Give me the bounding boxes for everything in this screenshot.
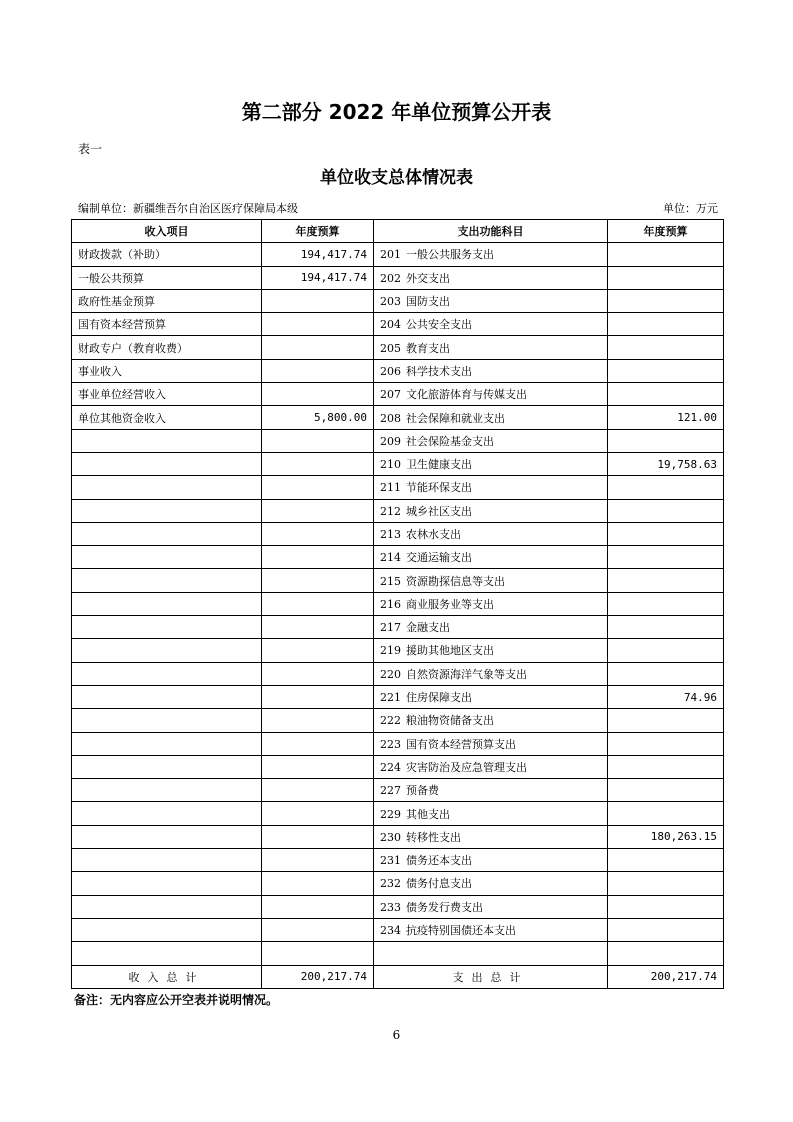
expense-name: 国防支出 <box>406 295 450 309</box>
table-row <box>72 243 724 266</box>
income-budget <box>262 779 374 802</box>
income-item <box>72 942 262 965</box>
table-row <box>72 569 724 592</box>
expense-item <box>374 429 608 452</box>
income-item: 一般公共预算 <box>72 266 262 289</box>
expense-name: 交通运输支出 <box>406 551 472 565</box>
income-item: 财政专户（教育收费） <box>72 336 262 359</box>
totals-row <box>72 965 724 988</box>
income-budget <box>262 383 374 406</box>
page-title: 第二部分 2022 年单位预算公开表 <box>241 100 552 124</box>
expense-code: 223 <box>380 737 401 751</box>
expense-code: 230 <box>380 830 401 844</box>
expense-name: 灾害防治及应急管理支出 <box>406 760 527 774</box>
income-item <box>72 476 262 499</box>
expense-total-label: 支出总计 <box>374 965 608 988</box>
expense-budget: 19,758.63 <box>608 452 724 475</box>
table-row <box>72 336 724 359</box>
income-budget <box>262 918 374 941</box>
income-budget <box>262 849 374 872</box>
income-item: 事业单位经营收入 <box>72 383 262 406</box>
expense-name: 转移性支出 <box>406 830 461 844</box>
table-row <box>72 685 724 708</box>
table-row <box>72 522 724 545</box>
expense-budget: 121.00 <box>608 406 724 429</box>
income-item <box>72 546 262 569</box>
income-budget <box>262 802 374 825</box>
income-budget <box>262 755 374 778</box>
expense-item <box>374 313 608 336</box>
expense-code: 209 <box>380 434 401 448</box>
table-row <box>72 359 724 382</box>
expense-name: 社会保险基金支出 <box>406 434 494 448</box>
income-item <box>72 616 262 639</box>
expense-budget <box>608 522 724 545</box>
footnote: 备注：无内容应公开空表并说明情况。 <box>74 993 279 1007</box>
table-row <box>72 592 724 615</box>
income-item: 政府性基金预算 <box>72 289 262 312</box>
income-budget <box>262 592 374 615</box>
expense-name: 资源勘探信息等支出 <box>406 574 505 588</box>
table-row <box>72 895 724 918</box>
expense-name: 公共安全支出 <box>406 318 472 332</box>
expense-item <box>374 452 608 475</box>
expense-budget <box>608 383 724 406</box>
expense-budget <box>608 359 724 382</box>
expense-budget <box>608 779 724 802</box>
expense-item <box>374 406 608 429</box>
income-budget <box>262 313 374 336</box>
header-income-item: 收入项目 <box>72 220 262 243</box>
income-item <box>72 429 262 452</box>
expense-budget <box>608 592 724 615</box>
income-budget <box>262 872 374 895</box>
expense-code: 232 <box>380 877 401 891</box>
table-row <box>72 872 724 895</box>
expense-name: 科学技术支出 <box>406 364 472 378</box>
table-row <box>72 732 724 755</box>
expense-code: 214 <box>380 551 401 565</box>
income-item <box>72 895 262 918</box>
expense-name: 城乡社区支出 <box>406 504 472 518</box>
expense-name: 卫生健康支出 <box>406 458 472 472</box>
expense-budget <box>608 476 724 499</box>
expense-item <box>374 685 608 708</box>
budget-table <box>71 219 724 989</box>
expense-item <box>374 755 608 778</box>
expense-code: 210 <box>380 458 401 472</box>
expense-item <box>374 569 608 592</box>
expense-item <box>374 266 608 289</box>
table-row <box>72 546 724 569</box>
page-number: 6 <box>392 1028 401 1042</box>
income-budget <box>262 289 374 312</box>
expense-budget <box>608 895 724 918</box>
expense-item <box>374 662 608 685</box>
expense-budget <box>608 942 724 965</box>
table-row <box>72 499 724 522</box>
income-item: 国有资本经营预算 <box>72 313 262 336</box>
expense-name: 一般公共服务支出 <box>406 248 494 262</box>
expense-budget <box>608 802 724 825</box>
expense-item <box>374 546 608 569</box>
expense-item <box>374 336 608 359</box>
income-budget <box>262 662 374 685</box>
expense-code: 211 <box>380 481 401 495</box>
table-row <box>72 452 724 475</box>
expense-code: 204 <box>380 318 401 332</box>
expense-name: 文化旅游体育与传媒支出 <box>406 388 527 402</box>
expense-name: 债务发行费支出 <box>406 900 483 914</box>
income-item <box>72 825 262 848</box>
header-expense-budget: 年度预算 <box>608 220 724 243</box>
expense-code: 229 <box>380 807 401 821</box>
expense-item <box>374 918 608 941</box>
income-budget <box>262 359 374 382</box>
expense-name: 债务还本支出 <box>406 854 472 868</box>
expense-item <box>374 289 608 312</box>
income-total-label: 收入总计 <box>72 965 262 988</box>
expense-budget <box>608 755 724 778</box>
expense-code: 212 <box>380 504 401 518</box>
income-item <box>72 569 262 592</box>
table-row <box>72 942 724 965</box>
table-row <box>72 616 724 639</box>
expense-budget <box>608 289 724 312</box>
expense-item <box>374 243 608 266</box>
income-item <box>72 452 262 475</box>
income-budget <box>262 685 374 708</box>
income-item <box>72 662 262 685</box>
expense-item <box>374 616 608 639</box>
expense-name: 农林水支出 <box>406 528 461 541</box>
expense-code: 222 <box>380 714 401 728</box>
table-number: 表一 <box>78 142 103 156</box>
expense-name: 自然资源海洋气象等支出 <box>406 667 527 681</box>
table-row <box>72 918 724 941</box>
table-row <box>72 266 724 289</box>
table-row <box>72 802 724 825</box>
expense-item <box>374 849 608 872</box>
income-item: 事业收入 <box>72 359 262 382</box>
expense-budget <box>608 872 724 895</box>
expense-budget <box>608 266 724 289</box>
income-budget: 194,417.74 <box>262 266 374 289</box>
income-budget <box>262 499 374 522</box>
expense-item <box>374 802 608 825</box>
expense-item <box>374 779 608 802</box>
expense-name: 住房保障支出 <box>406 691 472 705</box>
income-item <box>72 592 262 615</box>
income-budget <box>262 452 374 475</box>
table-body <box>72 243 724 965</box>
expense-item <box>374 732 608 755</box>
income-item <box>72 872 262 895</box>
expense-item <box>374 359 608 382</box>
expense-code: 202 <box>380 271 401 285</box>
expense-code: 234 <box>380 924 401 938</box>
expense-code: 233 <box>380 900 401 914</box>
compiling-unit: 编制单位：新疆维吾尔自治区医疗保障局本级 <box>78 202 298 215</box>
expense-budget <box>608 732 724 755</box>
expense-code: 221 <box>380 691 401 705</box>
expense-code: 217 <box>380 621 401 635</box>
expense-code: 224 <box>380 760 401 774</box>
income-item <box>72 522 262 545</box>
expense-budget <box>608 569 724 592</box>
income-item: 单位其他资金收入 <box>72 406 262 429</box>
income-budget <box>262 429 374 452</box>
table-row <box>72 289 724 312</box>
expense-code: 206 <box>380 364 401 378</box>
expense-budget <box>608 546 724 569</box>
expense-item <box>374 825 608 848</box>
expense-code: 207 <box>380 388 401 402</box>
table-row <box>72 406 724 429</box>
table-header-row <box>72 220 724 243</box>
expense-item <box>374 383 608 406</box>
expense-budget: 180,263.15 <box>608 825 724 848</box>
income-budget <box>262 522 374 545</box>
expense-name: 社会保障和就业支出 <box>406 411 505 425</box>
income-budget <box>262 476 374 499</box>
table-row <box>72 755 724 778</box>
expense-item <box>374 499 608 522</box>
expense-code: 220 <box>380 667 401 681</box>
table-row <box>72 779 724 802</box>
table-row <box>72 849 724 872</box>
table-row <box>72 383 724 406</box>
expense-code: 219 <box>380 644 401 658</box>
expense-budget <box>608 849 724 872</box>
currency-unit: 单位：万元 <box>663 202 718 215</box>
expense-total-amount: 200,217.74 <box>608 965 724 988</box>
income-budget <box>262 639 374 662</box>
expense-name: 外交支出 <box>406 271 450 285</box>
expense-name: 援助其他地区支出 <box>406 644 494 658</box>
header-income-budget: 年度预算 <box>262 220 374 243</box>
income-item <box>72 802 262 825</box>
expense-code: 208 <box>380 411 401 425</box>
income-budget <box>262 709 374 732</box>
expense-item <box>374 522 608 545</box>
income-item <box>72 849 262 872</box>
table-row <box>72 476 724 499</box>
income-budget <box>262 569 374 592</box>
expense-budget <box>608 662 724 685</box>
income-budget: 5,800.00 <box>262 406 374 429</box>
income-item <box>72 685 262 708</box>
expense-item <box>374 709 608 732</box>
expense-item <box>374 872 608 895</box>
expense-name: 国有资本经营预算支出 <box>406 737 516 751</box>
income-budget: 194,417.74 <box>262 243 374 266</box>
income-item <box>72 755 262 778</box>
expense-code: 203 <box>380 295 401 309</box>
expense-name: 节能环保支出 <box>406 481 472 495</box>
expense-code: 216 <box>380 597 401 611</box>
income-budget <box>262 546 374 569</box>
expense-code: 205 <box>380 341 401 355</box>
income-item <box>72 639 262 662</box>
expense-budget <box>608 429 724 452</box>
expense-budget <box>608 918 724 941</box>
expense-budget: 74.96 <box>608 685 724 708</box>
header-expense-item: 支出功能科目 <box>374 220 608 243</box>
expense-budget <box>608 243 724 266</box>
income-budget <box>262 732 374 755</box>
expense-name: 预备费 <box>406 784 439 798</box>
income-item: 财政拨款（补助） <box>72 243 262 266</box>
expense-name: 债务付息支出 <box>406 877 472 891</box>
expense-code: 213 <box>380 528 401 541</box>
table-row <box>72 313 724 336</box>
income-budget <box>262 616 374 639</box>
income-budget <box>262 825 374 848</box>
income-budget <box>262 942 374 965</box>
table-row <box>72 639 724 662</box>
table-row <box>72 429 724 452</box>
expense-budget <box>608 639 724 662</box>
income-budget <box>262 336 374 359</box>
expense-item <box>374 639 608 662</box>
table-title: 单位收支总体情况表 <box>320 168 473 188</box>
expense-code: 201 <box>380 248 401 262</box>
expense-item <box>374 895 608 918</box>
expense-budget <box>608 313 724 336</box>
income-item <box>72 918 262 941</box>
income-item <box>72 709 262 732</box>
expense-name: 抗疫特别国债还本支出 <box>406 924 516 938</box>
expense-budget <box>608 499 724 522</box>
income-budget <box>262 895 374 918</box>
expense-budget <box>608 709 724 732</box>
expense-budget <box>608 616 724 639</box>
expense-item <box>374 942 608 965</box>
table-meta <box>78 200 718 216</box>
expense-code: 231 <box>380 854 401 868</box>
table-row <box>72 709 724 732</box>
expense-item <box>374 592 608 615</box>
table-row <box>72 662 724 685</box>
income-total-amount: 200,217.74 <box>262 965 374 988</box>
income-item <box>72 732 262 755</box>
expense-code: 227 <box>380 784 401 798</box>
expense-item <box>374 476 608 499</box>
expense-name: 粮油物资储备支出 <box>406 714 494 728</box>
expense-code: 215 <box>380 574 401 588</box>
expense-name: 金融支出 <box>406 621 450 635</box>
income-item <box>72 499 262 522</box>
income-item <box>72 779 262 802</box>
table-row <box>72 825 724 848</box>
expense-budget <box>608 336 724 359</box>
expense-name: 其他支出 <box>406 807 450 821</box>
expense-name: 商业服务业等支出 <box>406 597 494 611</box>
expense-name: 教育支出 <box>406 341 450 355</box>
